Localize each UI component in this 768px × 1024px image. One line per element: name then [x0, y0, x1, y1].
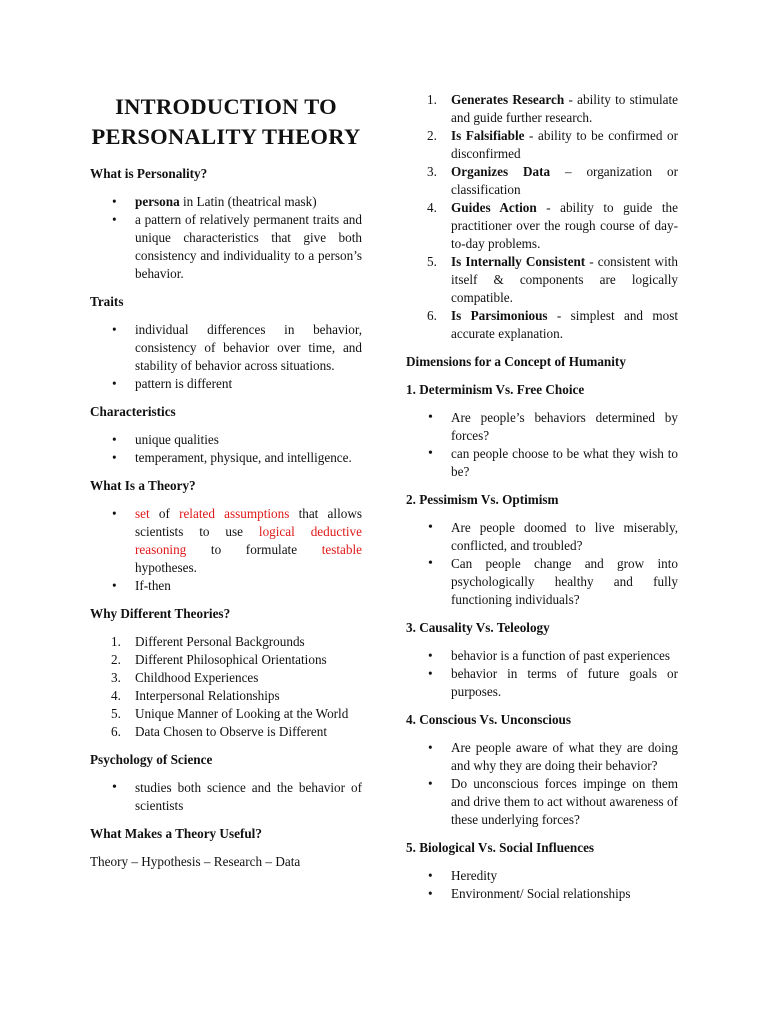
list-item [90, 723, 362, 741]
why-list [90, 633, 362, 741]
list-number: 2. [111, 652, 121, 667]
title-line-1: INTRODUCTION TO [115, 94, 337, 119]
list-item-text: Different Personal Backgrounds [135, 634, 305, 649]
personality-list [90, 193, 362, 283]
text-run: of [149, 506, 180, 521]
list-item: • studies both science and the behavior of scientists [90, 779, 362, 815]
list-item: • Can people change and grow into psychologically healthy and fully functioning individuals? [406, 555, 678, 609]
list-item [90, 211, 362, 283]
list-item [90, 193, 362, 211]
list-item: • If-then [90, 577, 362, 595]
persona-term: persona [135, 194, 180, 209]
list-item-text: Data Chosen to Observe is Different [135, 724, 328, 739]
text-run: hypotheses. [135, 560, 197, 575]
list-item [406, 307, 678, 343]
science-list [90, 779, 362, 815]
highlight-testable: testable [321, 542, 362, 557]
list-item-text: a pattern of relatively permanent traits and unique characteristics that give both consistency and individuality to a person’s behavior. [135, 212, 362, 281]
criterion-term: Is Parsimonious [451, 308, 548, 323]
heading-psychology-of-science: Psychology of Science [90, 752, 213, 767]
list-number: 3. [427, 164, 437, 179]
list-item [90, 651, 362, 669]
list-item: • temperament, physique, and intelligence. [90, 449, 362, 467]
heading-why-different-theories: Why Different Theories? [90, 606, 231, 621]
list-number: 2. [427, 128, 437, 143]
text-run: to formulate [186, 542, 322, 557]
highlight-set: set [135, 506, 150, 521]
list-item [90, 669, 362, 687]
criterion-text: - consistent with itself & components are logically compatible. [451, 254, 678, 305]
list-item [406, 163, 678, 199]
dimension-list [406, 409, 678, 481]
heading-causality-vs-teleology: 3. Causality Vs. Teleology [406, 620, 550, 635]
criterion-text: - simplest and most accurate explanation. [451, 308, 679, 341]
list-item: • pattern is different [90, 375, 362, 393]
dimension-list [406, 519, 678, 609]
criterion-term: Is Falsifiable [451, 128, 525, 143]
list-item-text: Unique Manner of Looking at the World [135, 706, 349, 721]
list-item [90, 687, 362, 705]
list-item-text: Childhood Experiences [135, 670, 259, 685]
list-item [406, 91, 678, 127]
list-item: • Are people doomed to live miserably, conflicted, and troubled? [406, 519, 678, 555]
heading-what-is-personality: What is Personality? [90, 166, 208, 181]
useful-theory-criteria-list [406, 91, 678, 343]
list-item [406, 199, 678, 253]
list-item: • unique qualities [90, 431, 362, 449]
list-item: • behavior in terms of future goals or purposes. [406, 665, 678, 701]
criterion-term: Generates Research [451, 92, 565, 107]
list-number: 1. [111, 634, 121, 649]
criterion-text: - ability to be confirmed or disconfirmed [451, 128, 678, 161]
list-item: • individual differences in behavior, consistency of behavior over time, and stability of behavior across situations. [90, 321, 362, 375]
list-item: • Are people aware of what they are doing and why they are doing their behavior? [406, 739, 678, 775]
document-title [90, 92, 362, 152]
dimension-list [406, 647, 678, 701]
list-item: • can people choose to be what they wish to be? [406, 445, 678, 481]
list-item: • Environment/ Social relationships [406, 885, 678, 903]
characteristics-list [90, 431, 362, 467]
heading-characteristics: Characteristics [90, 404, 176, 419]
title-line-2: PERSONALITY THEORY [91, 124, 361, 149]
list-number: 4. [427, 200, 437, 215]
list-item [90, 633, 362, 651]
criterion-term: Guides Action [451, 200, 537, 215]
dimension-list [406, 739, 678, 829]
list-item: • behavior is a function of past experiences [406, 647, 678, 665]
traits-list [90, 321, 362, 393]
list-number: 3. [111, 670, 121, 685]
theory-list [90, 505, 362, 595]
highlight-related-assumptions: related assumptions [179, 506, 290, 521]
highlight-logical-deductive-reasoning: logical deductive reasoning [135, 524, 362, 557]
heading-dimensions: Dimensions for a Concept of Humanity [406, 354, 626, 369]
list-item [90, 705, 362, 723]
list-item: • Heredity [406, 867, 678, 885]
criterion-term: Is Internally Consistent [451, 254, 586, 269]
criterion-text: - ability to stimulate and guide further research. [451, 92, 678, 125]
heading-traits: Traits [90, 294, 124, 309]
text-run: that allows scientists to use [135, 506, 362, 539]
heading-what-makes-theory-useful: What Makes a Theory Useful? [90, 826, 262, 841]
criterion-text: – organization or classification [451, 164, 678, 197]
list-item [406, 127, 678, 163]
list-number: 4. [111, 688, 121, 703]
list-item-text: in Latin (theatrical mask) [179, 194, 317, 209]
list-item-text: Interpersonal Relationships [135, 688, 280, 703]
dimension-list [406, 867, 678, 903]
list-number: 1. [427, 92, 437, 107]
heading-conscious-vs-unconscious: 4. Conscious Vs. Unconscious [406, 712, 572, 727]
list-number: 6. [427, 308, 437, 323]
right-column [406, 0, 678, 903]
list-item: • Do unconscious forces impinge on them and drive them to act without awareness of these underlying forces? [406, 775, 678, 829]
heading-pessimism-vs-optimism: 2. Pessimism Vs. Optimism [406, 492, 559, 507]
list-item: • Are people’s behaviors determined by forces? [406, 409, 678, 445]
list-number: 6. [111, 724, 121, 739]
list-item [90, 505, 362, 577]
heading-what-is-a-theory: What Is a Theory? [90, 478, 196, 493]
criterion-term: Organizes Data [451, 164, 551, 179]
list-item [406, 253, 678, 307]
list-number: 5. [111, 706, 121, 721]
criterion-text: - ability to guide the practitioner over the rough course of day-to-day problems. [451, 200, 678, 251]
list-item-text: Different Philosophical Orientations [135, 652, 327, 667]
heading-biological-vs-social: 5. Biological Vs. Social Influences [406, 840, 595, 855]
left-column [90, 0, 362, 871]
theory-chain-text: Theory – Hypothesis – Research – Data [90, 854, 301, 869]
list-number: 5. [427, 254, 437, 269]
heading-determinism-vs-free-choice: 1. Determinism Vs. Free Choice [406, 382, 585, 397]
